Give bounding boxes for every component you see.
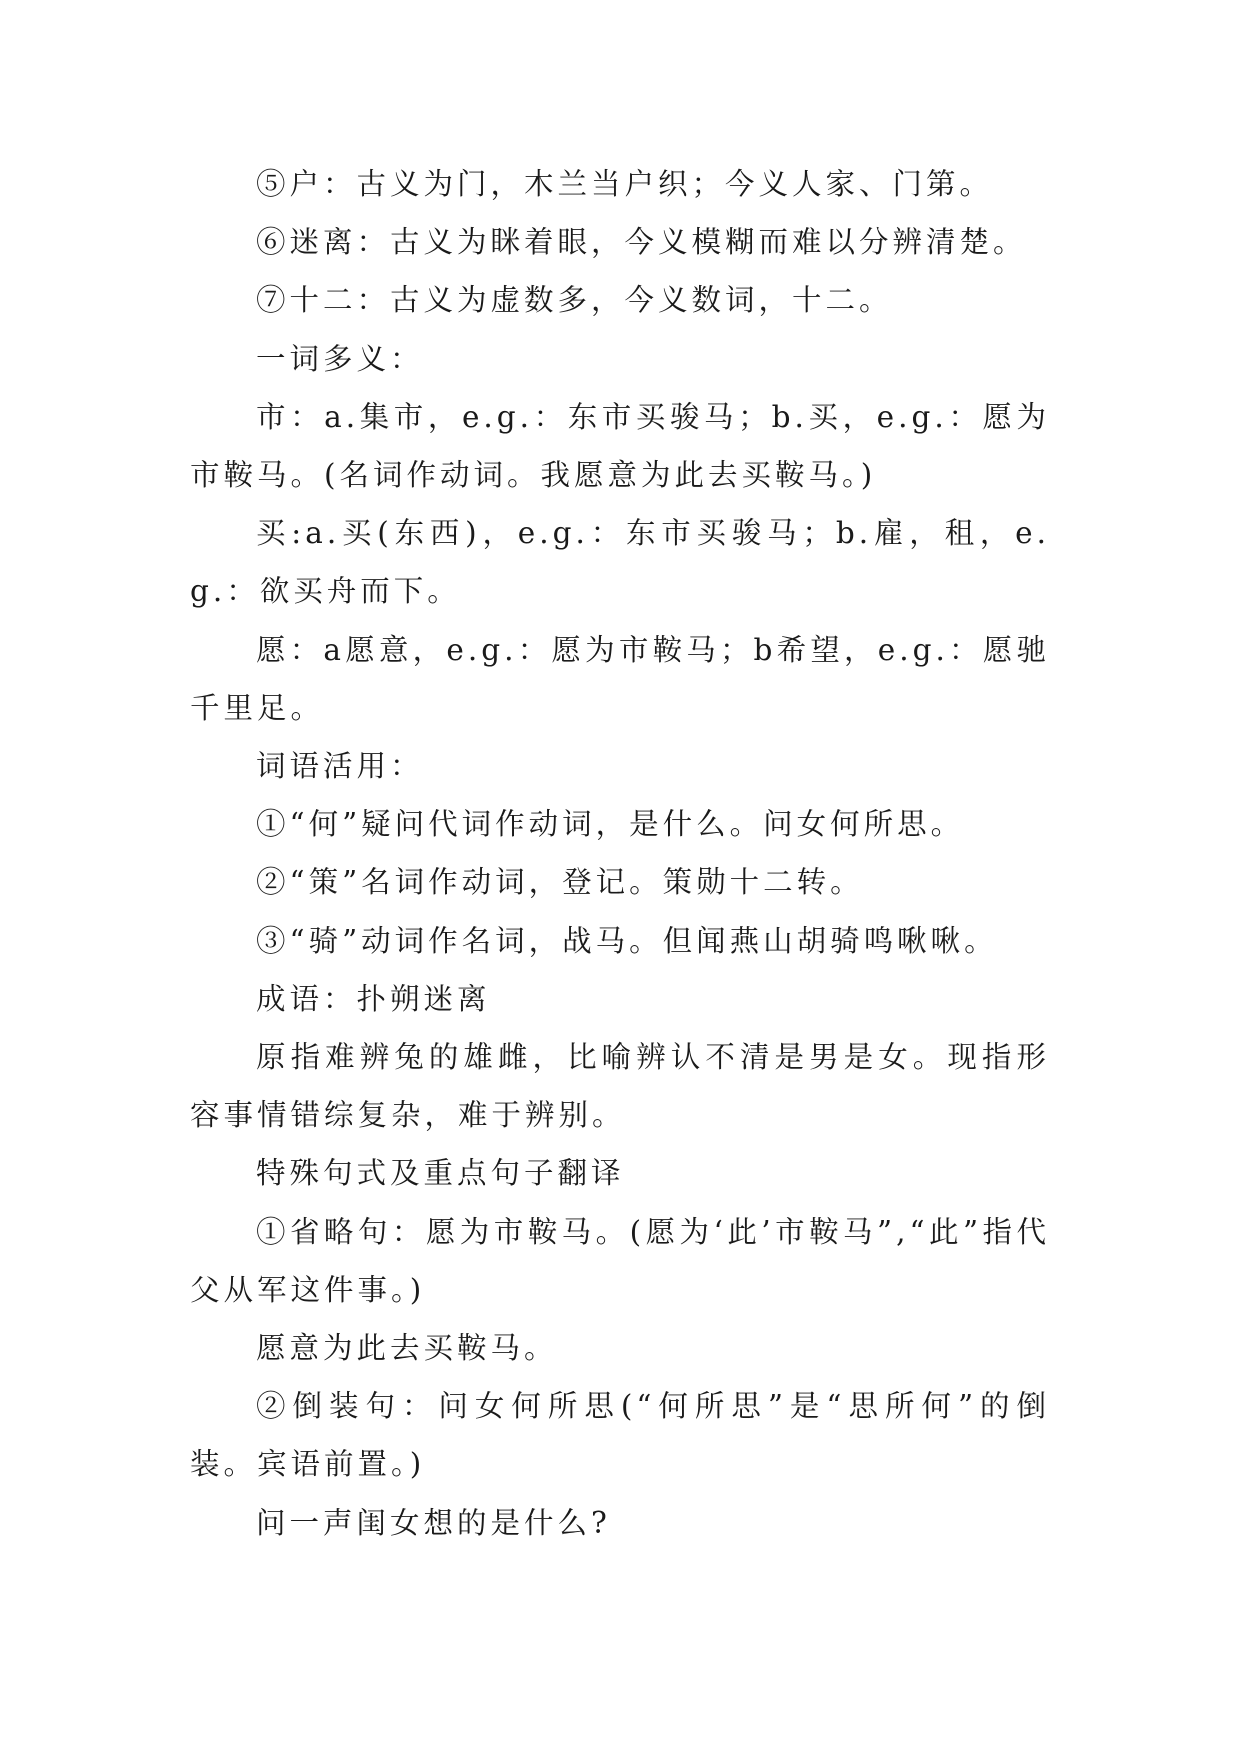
paragraph-ce: ②“策”名词作动词，登记。策勋十二转。	[256, 865, 864, 900]
document-body	[190, 155, 1050, 1552]
paragraph-qi: ③“骑”动词作名词，战马。但闻燕山胡骑鸣啾啾。	[256, 923, 998, 958]
paragraph-gu-yi-shi-er: ⑦十二：古义为虚数多，今义数词，十二。	[256, 283, 893, 318]
paragraph-gu-yi-mi-li: ⑥迷离：古义为眯着眼，今义模糊而难以分辨清楚。	[256, 225, 1027, 260]
paragraph-yuan: 愿：a愿意，e.g.：愿为市鞍马；b希望，e.g.：愿驰千里足。	[190, 632, 1050, 725]
paragraph-cheng-yu-explanation: 原指难辨兔的雄雌，比喻辨认不清是男是女。现指形容事情错综复杂，难于辨别。	[190, 1040, 1050, 1133]
paragraph-sheng-lue-ju: ①省略句：愿为市鞍马。(愿为‘此’市鞍马”,“此”指代父从军这件事。)	[190, 1214, 1050, 1307]
section-heading-yi-ci-duo-yi: 一词多义：	[256, 341, 424, 376]
paragraph-shi: 市：a.集市，e.g.：东市买骏马；b.买，e.g.：愿为市鞍马。(名词作动词。我愿意为此去买鞍马。)	[190, 399, 1050, 493]
paragraph-dao-zhuang-ju: ②倒装句：问女何所思(“何所思”是“思所何”的倒装。宾语前置。)	[190, 1389, 1050, 1482]
section-heading-ci-yu-huo-yong: 词语活用：	[256, 749, 424, 784]
section-heading-te-shu-ju-shi: 特殊句式及重点句子翻译	[256, 1156, 625, 1191]
paragraph-gu-yi-hu: ⑤户：古义为门，木兰当户织；今义人家、门第。	[256, 167, 994, 201]
section-heading-cheng-yu: 成语：扑朔迷离	[256, 981, 491, 1016]
paragraph-sheng-lue-ju-translation: 愿意为此去买鞍马。	[256, 1331, 558, 1366]
paragraph-he: ①“何”疑问代词作动词，是什么。问女何所思。	[256, 807, 965, 842]
paragraph-mai: 买:a.买(东西)，e.g.：东市买骏马；b.雇，租，e.g.：欲买舟而下。	[190, 516, 1050, 609]
paragraph-dao-zhuang-ju-translation: 问一声闺女想的是什么?	[256, 1505, 611, 1540]
